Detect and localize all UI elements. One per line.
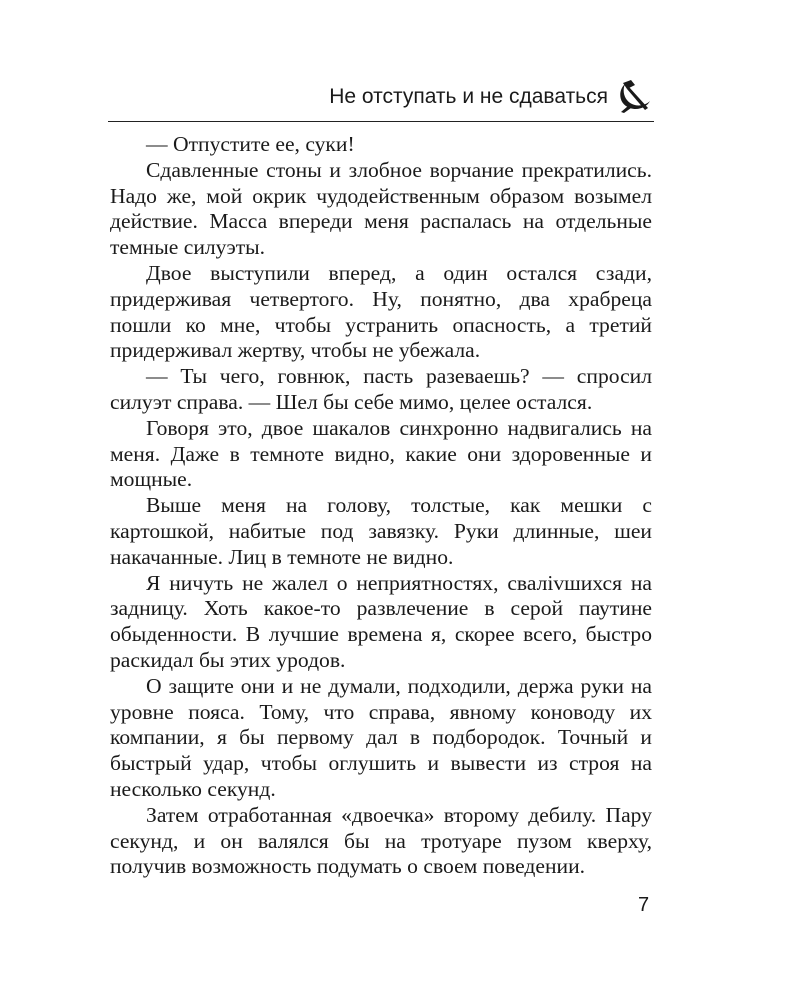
paragraph: — Ты чего, говнюк, пасть разеваешь? — спросил силуэт справа. — Шел бы себе мимо, целее остался. [110, 364, 652, 414]
running-header-title: Не отступать и не сдаваться [329, 85, 608, 108]
paragraph: Затем отработанная «двоечка» второму дебилу. Пару секунд, и он валялся бы на тротуаре пузом кверху, получив возможность подумать о своем поведении. [110, 802, 652, 879]
body-text [110, 132, 652, 880]
paragraph: — Отпустите ее, суки! [146, 132, 355, 156]
paragraph: Двое выступили вперед, а один остался сзади, придерживая четвертого. Ну, понятно, два храбреца пошли ко мне, чтобы устранить опасность, а третий придерживал жертву, чтобы не убежала. [110, 260, 652, 363]
running-header [108, 78, 654, 120]
paragraph: Говоря это, двое шакалов синхронно надвигались на меня. Даже в темноте видно, какие они здоровенные и мощные. [110, 415, 652, 492]
paragraph: Я ничуть не жалел о неприятностях, свалivшихся на задницу. Хоть какое-то развлечение в серой паутине обыденности. В лучшие времена я, скорее всего, быстро раскидал бы этих уродов. [110, 570, 652, 672]
page-number: 7 [638, 894, 650, 916]
header-divider [108, 121, 654, 122]
hammer-sickle-icon [616, 78, 654, 114]
paragraph: Сдавленные стоны и злобное ворчание прекратились. Надо же, мой окрик чудодейственным образом возымел действие. Масса впереди меня распалась на отдельные темные силуэты. [110, 157, 652, 260]
paragraph: Выше меня на голову, толстые, как мешки с картошкой, набитые под завязку. Руки длинные, шеи накачанные. Лиц в темноте не видно. [110, 493, 652, 569]
paragraph: О защите они и не думали, подходили, держа руки на уровне пояса. Тому, что справа, явному коноводу их компании, я бы первому дал в подбородок. Точный и быстрый удар, чтобы оглушить и вывести из строя на несколько секунд. [110, 673, 652, 801]
